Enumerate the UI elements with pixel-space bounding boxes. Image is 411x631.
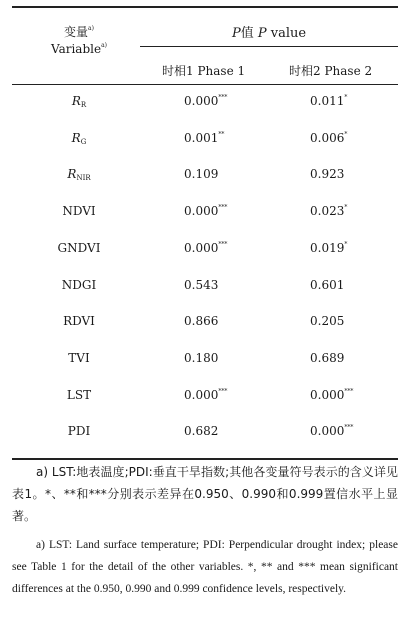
row-variable: GNDVI [57,241,101,255]
row-phase1-value: 0.543 [184,278,219,292]
header-rule [12,84,398,85]
row-phase2-value: 0.601 [310,278,345,292]
row-phase1-value: 0.000*** [184,94,228,108]
row-phase1-value: 0.000*** [184,204,228,218]
row-phase1-value: 0.180 [184,351,219,365]
note-chinese: a) LST:地表温度;PDI:垂直干旱指数;其他各变量符号表示的含义详见表1。*、**和***分别表示差异在0.950、0.990和0.999置信水平上显著。 [12,465,398,523]
row-phase1-value: 0.000*** [184,241,228,255]
row-phase2-value: 0.000*** [310,424,354,438]
row-phase1-value: 0.682 [184,424,219,438]
header-pvalue-p2: P [257,26,267,41]
header-pvalue [140,22,398,41]
row-variable: NDGI [61,278,97,292]
header-variable-cn: 变量 [64,25,89,39]
row-phase2-value: 0.000*** [310,388,354,402]
header-phase1: 时相1 Phase 1 [162,64,246,78]
header-pvalue-cn: 值 [240,26,258,41]
row-variable: PDI [67,424,91,438]
row-variable: NDVI [62,204,96,218]
header-pvalue-en: value [266,26,307,41]
row-phase2-value: 0.019* [310,241,348,255]
header-variable-cn-mark: a) [88,25,94,32]
row-variable: $R_R$ [71,94,87,109]
header-subrule [140,46,398,47]
header-variable-en: Variable [51,42,102,56]
row-phase1-value: 0.866 [184,314,219,328]
bottom-rule [12,458,398,460]
row-phase2-value: 0.006* [310,131,348,145]
top-rule [12,6,398,8]
header-pvalue-p: P [231,26,241,41]
row-variable: TVI [68,351,90,365]
row-phase1-value: 0.000*** [184,388,228,402]
row-phase2-value: 0.023* [310,204,348,218]
row-phase1-value: 0.001** [184,131,225,145]
row-phase2-value: 0.689 [310,351,345,365]
row-variable: LST [66,388,92,402]
row-phase2-value: 0.205 [310,314,345,328]
header-variable [38,24,120,58]
row-variable: $R_G$ [71,131,87,146]
row-phase2-value: 0.011* [310,94,348,108]
row-phase2-value: 0.923 [310,167,345,181]
header-phase2: 时相2 Phase 2 [289,64,373,78]
note-english: a) LST: Land surface temperature; PDI: Perpendicular drought index; please see Table 1 for the detail of the other variables. *, ** and *** mean significant differences at the 0.950, 0.990 and 0.999 confidence levels, respectively. [12,539,398,595]
header-variable-en-mark: a) [101,42,107,49]
row-phase1-value: 0.109 [184,167,219,181]
row-variable: $R_{NIR}$ [67,167,91,182]
row-variable: RDVI [63,314,95,328]
